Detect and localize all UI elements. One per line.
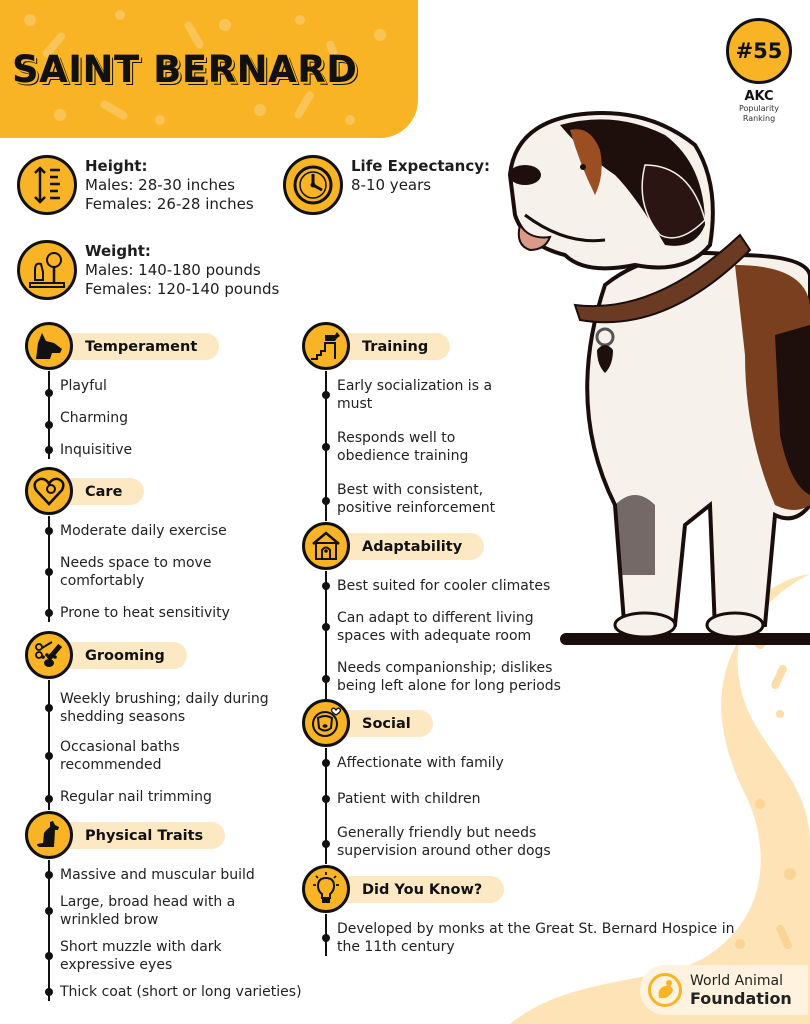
stat-height: [17, 155, 254, 215]
list-item: Massive and muscular build: [60, 866, 302, 884]
lightbulb-icon: [302, 865, 350, 913]
dog-house-icon: [302, 522, 350, 570]
section-temperament: [25, 321, 198, 459]
list-item: Occasional baths recommended: [60, 738, 210, 774]
section-social: [302, 698, 577, 864]
title-banner: [0, 0, 418, 138]
list-item: Regular nail trimming: [60, 788, 270, 810]
paw-heart-logo-icon: [648, 973, 682, 1007]
list-item: Needs companionship; dislikes being left alone for long periods: [337, 659, 587, 699]
list-item: Large, broad head with a wrinkled brow: [60, 893, 270, 929]
list-item: Moderate daily exercise: [60, 522, 260, 540]
list-item: Affectionate with family: [337, 754, 577, 772]
section-title: Training: [334, 333, 450, 360]
section-title: Temperament: [57, 333, 219, 360]
stat-weight: [17, 240, 279, 300]
height-label: Height:: [85, 157, 148, 175]
section-physical-traits: [25, 810, 302, 1001]
section-care: [25, 466, 260, 622]
dog-face-heart-icon: [302, 699, 350, 747]
list-item: Charming: [60, 409, 132, 441]
section-title: Physical Traits: [57, 822, 225, 849]
list-item: Prone to heat sensitivity: [60, 604, 260, 622]
list-item: Playful: [60, 377, 132, 409]
section-did-you-know: [302, 864, 757, 956]
height-males: Males: 28-30 inches: [85, 176, 235, 194]
rank-org: AKC: [744, 89, 774, 104]
height-females: Females: 26-28 inches: [85, 195, 254, 213]
scissors-comb-paw-icon: [25, 631, 73, 679]
list-item: Best suited for cooler climates: [337, 577, 587, 595]
page-title: SAINT BERNARD: [12, 48, 358, 91]
section-title: Social: [334, 710, 433, 737]
weight-males: Males: 140-180 pounds: [85, 261, 261, 279]
list-item: Thick coat (short or long varieties): [60, 984, 302, 1000]
section-title: Did You Know?: [334, 876, 504, 903]
section-title: Care: [57, 478, 144, 505]
section-title: Adaptability: [334, 533, 484, 560]
list-item: Responds well to obedience training: [337, 429, 497, 465]
dog-head-icon: [25, 322, 73, 370]
dog-scale-icon: [17, 240, 77, 300]
list-item: Patient with children: [337, 790, 577, 808]
section-training: [302, 321, 517, 521]
dog-agility-icon: [302, 322, 350, 370]
logo-line-1: World Animal: [690, 973, 784, 989]
saint-bernard-illustration: [505, 105, 810, 650]
clock-icon: [283, 155, 343, 215]
sitting-dog-icon: [25, 811, 73, 859]
list-item: Early socialization is a must: [337, 377, 497, 413]
rank-value: #55: [726, 18, 792, 84]
section-title: Grooming: [57, 642, 187, 669]
height-ruler-icon: [17, 155, 77, 215]
list-item: Best with consistent, positive reinforcement: [337, 481, 517, 521]
stat-life-expectancy: [283, 155, 490, 215]
life-label: Life Expectancy:: [351, 157, 490, 175]
heart-dog-icon: [25, 467, 73, 515]
weight-females: Females: 120-140 pounds: [85, 280, 280, 298]
weight-label: Weight:: [85, 242, 151, 260]
world-animal-foundation-logo: [640, 965, 808, 1015]
list-item: Developed by monks at the Great St. Bernard Hospice in the 11th century: [337, 920, 757, 956]
section-grooming: [25, 630, 270, 810]
list-item: Short muzzle with dark expressive eyes: [60, 938, 260, 974]
logo-line-2: Foundation: [690, 989, 792, 1008]
list-item: Weekly brushing; daily during shedding seasons: [60, 691, 269, 725]
rank-caption-2: Ranking: [742, 114, 776, 123]
rank-caption-1: Popularity: [738, 104, 780, 113]
list-item: Generally friendly but needs supervision around other dogs: [337, 824, 577, 864]
life-value: 8-10 years: [351, 176, 432, 194]
list-item: Can adapt to different living spaces with adequate room: [337, 609, 557, 645]
list-item: Inquisitive: [60, 442, 133, 458]
list-item: Needs space to move comfortably: [60, 554, 260, 590]
